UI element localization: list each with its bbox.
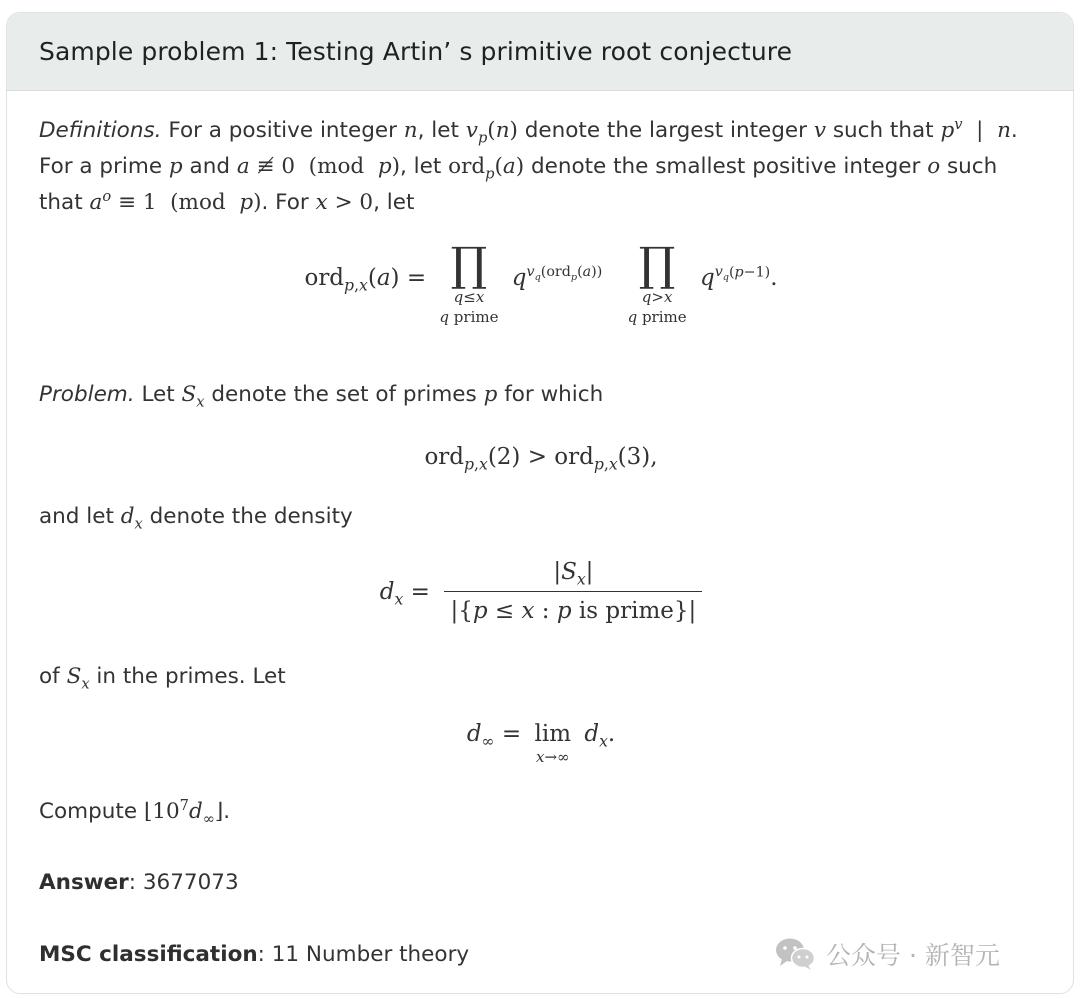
order-inequality-equation: ord$_{p,x}$(2) > ord$_{p,x}$(3), (424, 444, 658, 474)
card-title: Sample problem 1: Testing Artin’ s primitive root conjecture (39, 37, 793, 66)
ord-definition-equation: ord$_{p,x}$(a) = ∏ q≤x q prime $q^{v_q(ord_p(a))}$ ∏ q>x q prime $q^{v_q(p-1)}$. (304, 237, 778, 326)
definitions-line-3: that $a^o \equiv 1$ (mod p). For x > 0, let (39, 187, 415, 215)
primes-line: of $S_x$ in the primes. Let (39, 664, 286, 693)
problem-line: Problem. Let $S_x$ denote the set of primes p for which (39, 382, 604, 411)
definitions-line-2: For a prime p and a ≢ 0 (mod p), let ord$_p$(a) denote the smallest positive integer o such (39, 154, 998, 183)
density-fraction-equation: $d_x$ = $\frac{|S_x|}{\text{|\{p ≤ x : p is prime\}|}}$ (39, 557, 1043, 626)
density-line: and let $d_x$ denote the density (39, 504, 353, 533)
wechat-watermark (774, 936, 1000, 972)
answer-value: : 3677073 (128, 870, 239, 895)
wechat-icon (774, 936, 816, 972)
answer-label: Answer (39, 870, 129, 895)
limit-equation: $d_\infty$ = lim x→∞ $d_x$. (466, 721, 616, 766)
card-header (7, 13, 1073, 91)
problem-label: Problem. (39, 382, 135, 407)
problem-card (6, 12, 1074, 994)
msc-value: : 11 Number theory (257, 942, 470, 967)
compute-line: Compute $⌊10^7d_\infty⌋$. (39, 796, 231, 828)
msc-label: MSC classification (39, 942, 258, 967)
definitions-label: Definitions. (39, 118, 162, 143)
answer-line (39, 865, 239, 902)
msc-line (39, 937, 469, 974)
definitions-line-1: Definitions. For a positive integer n, let $v_p(n)$ denote the largest integer v such that $p^v$ | n. (39, 115, 1018, 147)
watermark-text: 公众号 · 新智元 (826, 941, 1000, 970)
